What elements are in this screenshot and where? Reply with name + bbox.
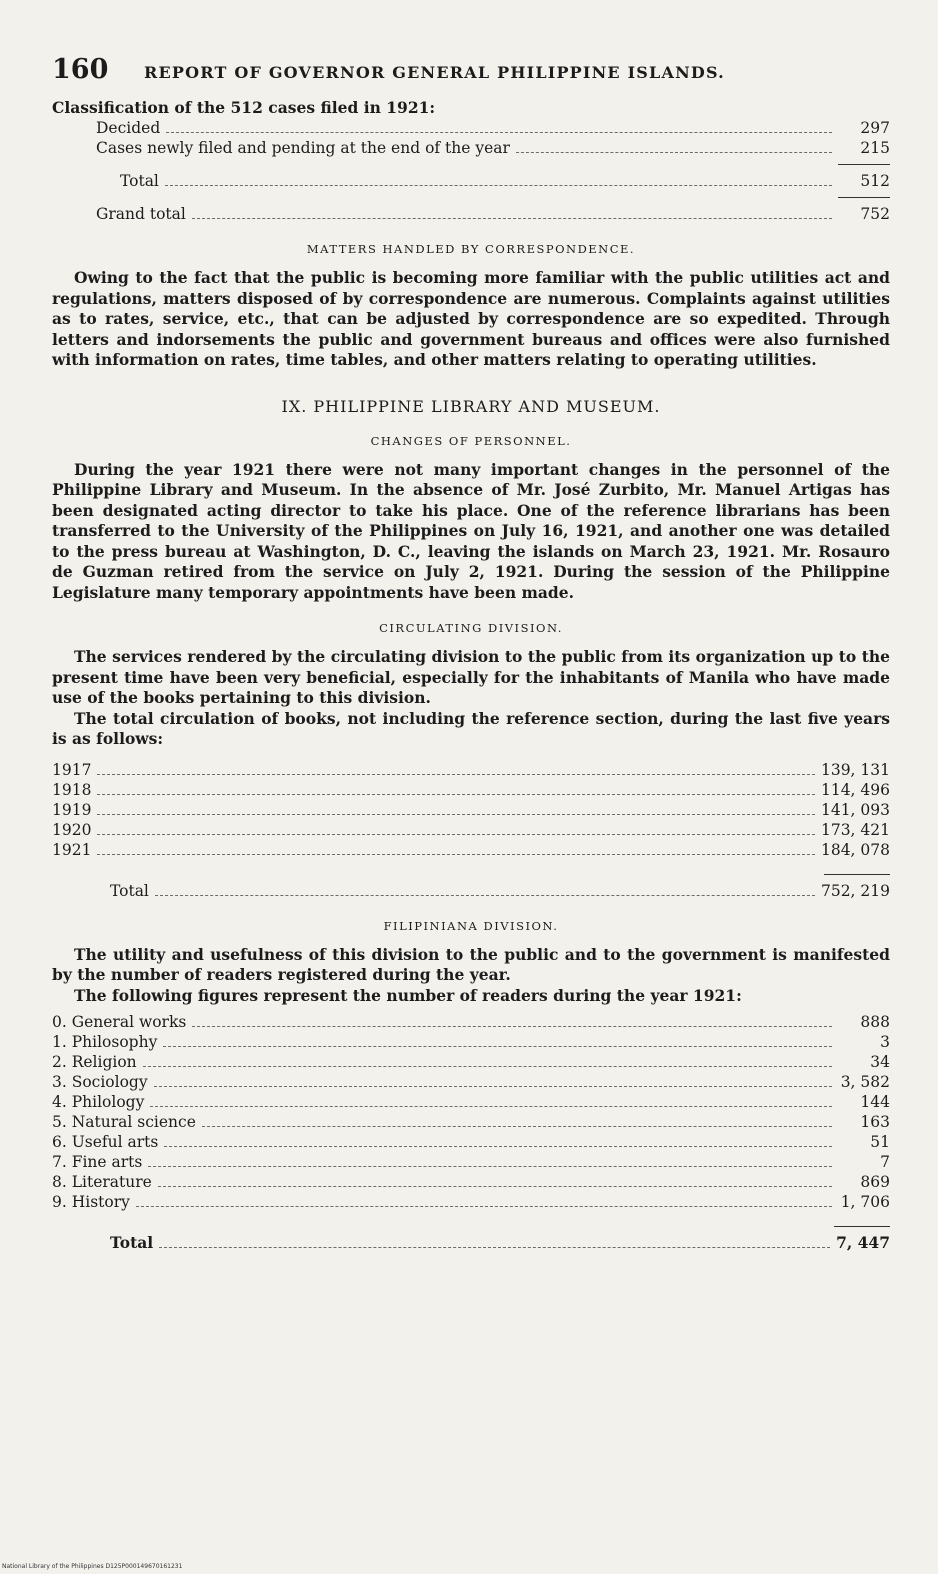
- correspondence-paragraph: Owing to the fact that the public is becoming more familiar with the public utilities act and regulations, matters disposed of by correspondence are numerous. Complaints against utilities as to rates, service, etc., that can be adjusted by correspondence are so expedited. Through letters and indorsements the public and government bureaus and offices were also furnished with information on rates, time tables, and other matters relating to operating utilities.: [52, 268, 890, 369]
- table-row: 0. General works 888: [52, 1013, 890, 1031]
- sum-rule: [824, 874, 890, 875]
- circulating-paragraph-2: The total circulation of books, not including the reference section, during the last five years is as follows:: [52, 708, 890, 748]
- table-row: 8. Literature 869: [52, 1173, 890, 1191]
- cases-total-row: Total 512: [120, 172, 890, 190]
- page-header: [52, 54, 890, 94]
- cases-lead: Classification of the 512 cases filed in 1921:: [52, 98, 436, 117]
- cases-table: [52, 118, 890, 224]
- running-title: REPORT OF GOVERNOR GENERAL PHILIPPINE ISLANDS.: [144, 63, 725, 82]
- sum-rule: [834, 1226, 890, 1227]
- table-row: 1919 141, 093: [52, 800, 890, 819]
- correspondence-heading: MATTERS HANDLED BY CORRESPONDENCE.: [306, 242, 636, 256]
- table-row: 1918 114, 496: [52, 780, 890, 799]
- table-row: 1920 173, 421: [52, 820, 890, 839]
- personnel-heading: CHANGES OF PERSONNEL.: [370, 433, 572, 448]
- sum-rule: [838, 197, 890, 198]
- section-heading: IX. PHILIPPINE LIBRARY AND MUSEUM.: [281, 396, 661, 416]
- filipiniana-heading: FILIPINIANA DIVISION.: [383, 918, 559, 933]
- table-row: 1917 139, 131: [52, 760, 890, 779]
- scan-credit: National Library of the Philippines D125P000149670161231: [2, 1563, 183, 1570]
- table-row: 1. Philosophy 3: [52, 1033, 890, 1051]
- circulating-paragraph-1: The services rendered by the circulating division to the public from its organization up to the present time have been very beneficial, especially for the inhabitants of Manila who have made use of the books pertaining to this division.: [52, 647, 890, 707]
- circulation-total-row: Total 752, 219: [110, 881, 890, 900]
- page-number: 160: [52, 54, 109, 85]
- readers-table: [52, 1012, 890, 1253]
- grand-total-row: Grand total 752: [96, 205, 890, 223]
- sum-rule: [838, 164, 890, 165]
- circulating-heading: CIRCULATING DIVISION.: [379, 621, 563, 635]
- table-row: 9. History 1, 706: [52, 1193, 890, 1211]
- table-row: 6. Useful arts 51: [52, 1133, 890, 1151]
- table-row: 1921 184, 078: [52, 840, 890, 859]
- filipiniana-paragraph-2: The following figures represent the number of readers during the year 1921:: [74, 985, 742, 1005]
- table-row: Cases newly filed and pending at the end of the year 215: [96, 139, 890, 157]
- table-row: 3. Sociology 3, 582: [52, 1073, 890, 1091]
- document-page: [52, 54, 890, 1253]
- filipiniana-paragraph-1: The utility and usefulness of this division to the public and to the government is manifested by the number of readers registered during the year.: [52, 944, 890, 984]
- table-row: 7. Fine arts 7: [52, 1153, 890, 1171]
- table-row: 5. Natural science 163: [52, 1113, 890, 1131]
- personnel-paragraph: During the year 1921 there were not many important changes in the personnel of the Philippine Library and Museum. In the absence of Mr. José Zurbito, Mr. Manuel Artigas has been designated acting director to take his place. One of the reference librarians has been transferred to the University of the Philippines on July 16, 1921, and another one was detailed to the press bureau at Washington, D. C., leaving the islands on March 23, 1921. Mr. Rosauro de Guzman retired from the service on July 2, 1921. During the session of the Philippine Legislature many temporary appointments have been made.: [52, 459, 890, 602]
- table-row: Decided 297: [96, 119, 890, 137]
- table-row: 2. Religion 34: [52, 1053, 890, 1071]
- circulation-table: [52, 760, 890, 901]
- readers-total-row: Total 7, 447: [110, 1233, 890, 1252]
- table-row: 4. Philology 144: [52, 1093, 890, 1111]
